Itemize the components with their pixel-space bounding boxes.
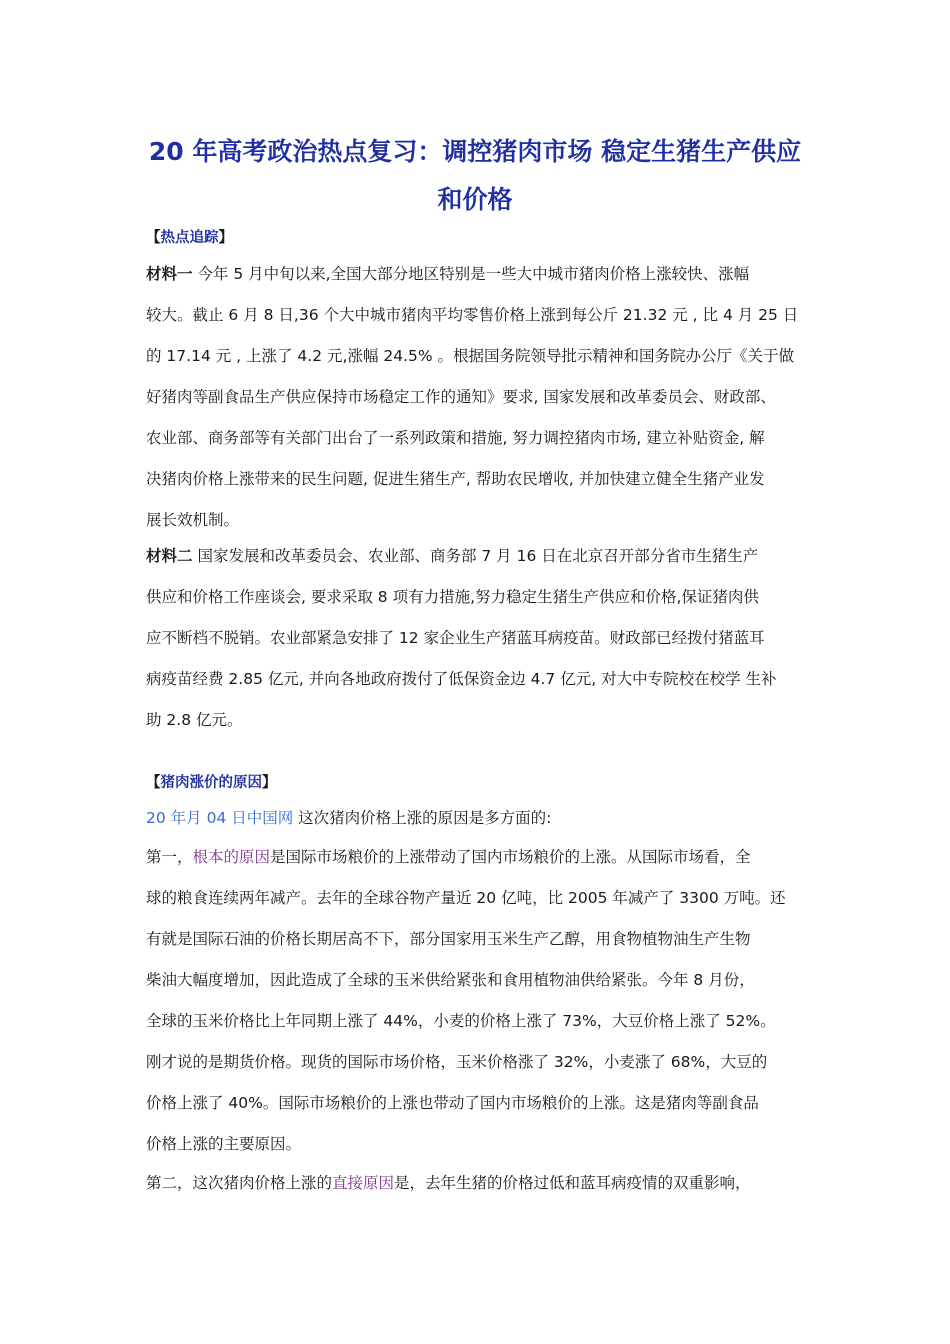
first-reason-line-8: 价格上涨的主要原因。 xyxy=(146,1135,302,1153)
material2-line-5: 助 2.8 亿元。 xyxy=(146,711,243,729)
material1-line-6: 决猪肉价格上涨带来的民生问题, 促进生猪生产, 帮助农民增收, 并加快建立健全生猪产业发 xyxy=(146,470,765,488)
first-reason-line-6: 刚才说的是期货价格。现货的国际市场价格，玉米价格涨了 32%，小麦涨了 68%，大豆的 xyxy=(146,1053,768,1071)
material2-label: 材料二 xyxy=(146,547,193,565)
material1-line-2: 较大。截止 6 月 8 日,36 个大中城市猪肉平均零售价格上涨到每公斤 21.32 元 , 比 4 月 25 日 xyxy=(146,306,799,324)
material1-line-5: 农业部、商务部等有关部门出台了一系列政策和措施, 努力调控猪肉市场, 建立补贴资金, 解 xyxy=(146,429,765,447)
first-reason-line-7: 价格上涨了 40%。国际市场粮价的上涨也带动了国内市场粮价的上涨。这是猪肉等副食品 xyxy=(146,1094,759,1112)
section-heading-reasons-text: 猪肉涨价的原因 xyxy=(160,775,262,791)
material2-line-4: 病疫苗经费 2.85 亿元, 并向各地政府拨付了低保资金边 4.7 亿元, 对大中专院校在校学 生补 xyxy=(146,670,777,688)
material1-line-7: 展长效机制。 xyxy=(146,511,240,529)
material2-line-3: 应不断档不脱销。农业部紧急安排了 12 家企业生产猪蓝耳病疫苗。财政部已经拨付猪蓝耳 xyxy=(146,629,765,647)
first-reason-line-3: 有就是国际石油的价格长期居高不下，部分国家用玉米生产乙醇，用食物植物油生产生物 xyxy=(146,930,751,948)
first-reason-line-5: 全球的玉米价格比上年同期上涨了 44%，小麦的价格上涨了 73%，大豆价格上涨了 52%。 xyxy=(146,1012,776,1030)
document-title-line-2: 和价格 xyxy=(437,185,513,214)
material2-line-2: 供应和价格工作座谈会, 要求采取 8 项有力措施,努力稳定生猪生产供应和价格,保证猪肉供 xyxy=(146,588,759,606)
material1-line-4: 好猪肉等副食品生产供应保持市场稳定工作的通知》要求, 国家发展和改革委员会、财政部、 xyxy=(146,388,776,406)
first-reason-line-1: 第一，根本的原因是国际市场粮价的上涨带动了国内市场粮价的上涨。从国际市场看，全 xyxy=(146,848,751,866)
source-line: 20 年月 04 日中国网 这次猪肉价格上涨的原因是多方面的: xyxy=(146,809,552,827)
root-cause-highlight: 根本的原因 xyxy=(192,848,271,866)
material1-label: 材料一 xyxy=(146,265,193,283)
document-title-line-1: 20 年高考政治热点复习：调控猪肉市场 稳定生猪生产供应 xyxy=(148,137,802,166)
source-link[interactable]: 20 年月 04 日中国网 xyxy=(146,809,294,827)
first-reason-line-4: 柴油大幅度增加，因此造成了全球的玉米供给紧张和食用植物油供给紧张。今年 8 月份， xyxy=(146,971,755,989)
section-heading-hotspot: 【热点追踪】 xyxy=(146,230,233,246)
direct-cause-highlight: 直接原因 xyxy=(332,1174,395,1192)
material1-line-1: 材料一 今年 5 月中旬以来,全国大部分地区特别是一些大中城市猪肉价格上涨较快、涨幅 xyxy=(146,265,750,283)
first-reason-line-2: 球的粮食连续两年减产。去年的全球谷物产量近 20 亿吨，比 2005 年减产了 3300 万吨。还 xyxy=(146,889,786,907)
second-reason-line-1: 第二，这次猪肉价格上涨的直接原因是，去年生猪的价格过低和蓝耳病疫情的双重影响， xyxy=(146,1174,751,1192)
section-heading-reasons: 【猪肉涨价的原因】 xyxy=(146,775,277,791)
section-heading-hotspot-text: 热点追踪 xyxy=(160,230,219,246)
material2-line-1: 材料二 国家发展和改革委员会、农业部、商务部 7 月 16 日在北京召开部分省市生猪生产 xyxy=(146,547,759,565)
material1-line-3: 的 17.14 元 , 上涨了 4.2 元,涨幅 24.5% 。根据国务院领导批示精神和国务院办公厅《关于做 xyxy=(146,347,795,365)
